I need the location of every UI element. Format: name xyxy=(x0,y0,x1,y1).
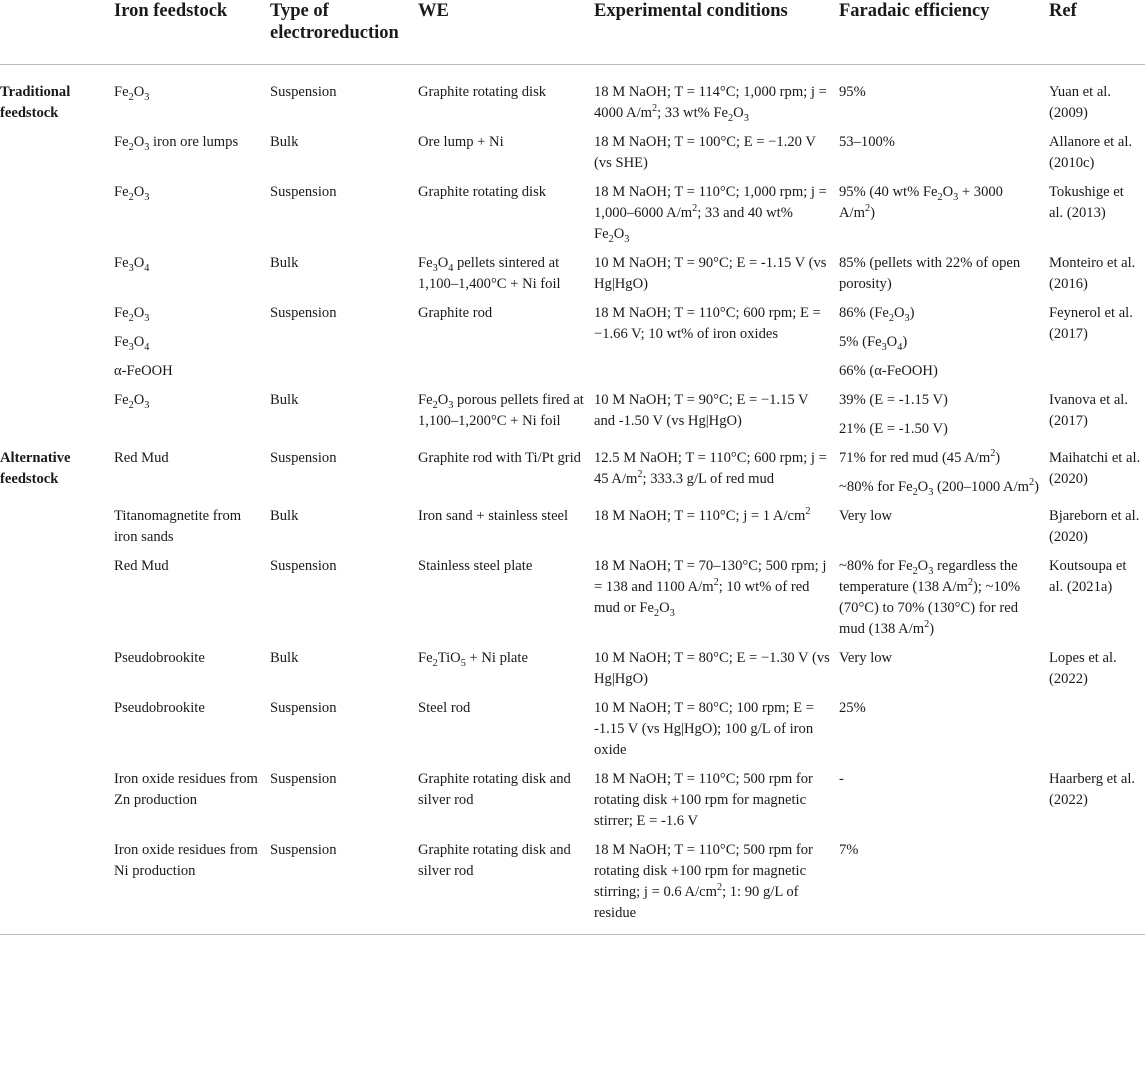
table-row xyxy=(0,506,1145,556)
feedstock-cell xyxy=(110,448,266,506)
feedstock-cell-line: $Fe_3O_4$ xyxy=(114,255,150,274)
feedstock-cell xyxy=(110,648,266,698)
ref-cell: Koutsoupa et al. (2021a) xyxy=(1049,558,1127,595)
ref-cell: Yuan et al. (2009) xyxy=(1049,84,1112,121)
feedstock-cell xyxy=(110,132,266,182)
header-ref: Ref xyxy=(1045,0,1145,65)
table-row xyxy=(0,840,1145,935)
type-cell: Suspension xyxy=(270,84,337,100)
efficiency-cell-line: 39% (E = -1.15 V) xyxy=(839,392,948,408)
type-cell: Suspension xyxy=(270,771,337,787)
efficiency-cell-line: Very low xyxy=(839,508,893,524)
feedstock-cell-line: $Fe_3O_4$ xyxy=(114,334,150,353)
ref-cell: Allanore et al. (2010c) xyxy=(1049,134,1133,171)
header-experimental-conditions: Experimental conditions xyxy=(590,0,835,65)
efficiency-cell-line: 25% xyxy=(839,700,866,716)
feedstock-cell xyxy=(110,556,266,648)
table-row xyxy=(0,769,1145,840)
feedstock-cell-line: Pseudobrookite xyxy=(114,700,205,716)
group-label xyxy=(0,769,110,840)
efficiency-cell-line: - xyxy=(839,771,844,787)
feedstock-cell xyxy=(110,65,266,133)
type-cell: Suspension xyxy=(270,305,337,321)
efficiency-cell-line: 21% (E = -1.50 V) xyxy=(839,421,948,437)
efficiency-cell xyxy=(835,556,1045,648)
type-cell: Bulk xyxy=(270,392,299,408)
efficiency-cell xyxy=(835,448,1045,506)
we-cell: Steel rod xyxy=(418,700,471,716)
feedstock-cell-line: α-FeOOH xyxy=(114,363,173,379)
feedstock-cell-line: $Fe_2O_3$ xyxy=(114,184,150,203)
we-cell: Graphite rotating disk and silver rod xyxy=(414,840,590,935)
efficiency-cell-line: 85% (pellets with 22% of open porosity) xyxy=(839,255,1021,292)
feedstock-cell xyxy=(110,390,266,448)
efficiency-cell xyxy=(835,698,1045,769)
type-cell: Suspension xyxy=(266,840,414,935)
header-we: WE xyxy=(414,0,590,65)
type-cell: Bulk xyxy=(270,255,299,271)
we-cell: Ore lump + Ni xyxy=(418,134,504,150)
conditions-cell: 10 M NaOH; T = 90°C; E = -1.15 V (vs Hg|HgO) xyxy=(594,255,827,292)
header-type-of-electroreduction: Type of electroreduction xyxy=(266,0,414,65)
efficiency-cell-line: ~80% for $Fe_2O_3$ regardless the temperature (138 $A/m^2$); ~10% (70°C) to 70% (130°C) for red mud (138 $A/m^2$) xyxy=(839,558,1021,637)
feedstock-cell-line: $Fe_2O_3$ xyxy=(114,392,150,411)
feedstock-cell xyxy=(110,840,266,935)
group-label xyxy=(0,840,110,935)
type-cell: Bulk xyxy=(270,134,299,150)
ref-cell: Lopes et al. (2022) xyxy=(1049,650,1117,687)
conditions-cell: 18 M NaOH; T = 100°C; E = −1.20 V (vs SHE) xyxy=(594,134,816,171)
group-label xyxy=(0,182,110,253)
header-iron-feedstock: Iron feedstock xyxy=(110,0,266,65)
feedstock-cell-line: Red Mud xyxy=(114,558,169,574)
feedstock-cell-line: $Fe_2O_3$ iron ore lumps xyxy=(114,134,239,153)
we-cell: Stainless steel plate xyxy=(418,558,533,574)
conditions-cell: 10 M NaOH; T = 80°C; E = −1.30 V (vs Hg|HgO) xyxy=(594,650,830,687)
we-cell: Graphite rod with Ti/Pt grid xyxy=(418,450,581,466)
we-cell: Iron sand + stainless steel xyxy=(418,508,569,524)
group-label: Alternative feedstock xyxy=(0,450,71,487)
table-body xyxy=(0,65,1145,935)
efficiency-cell xyxy=(835,182,1045,253)
feedstock-cell xyxy=(110,698,266,769)
we-cell: Graphite rotating disk and silver rod xyxy=(418,771,571,808)
feedstock-cell xyxy=(110,506,266,556)
table-row xyxy=(0,65,1145,133)
group-label xyxy=(0,390,110,448)
conditions-cell: 10 M NaOH; T = 90°C; E = −1.15 V and -1.50 V (vs Hg|HgO) xyxy=(594,392,809,429)
table-row xyxy=(0,390,1145,448)
table-row xyxy=(0,448,1145,506)
ref-cell: Bjareborn et al. (2020) xyxy=(1049,508,1140,545)
efficiency-cell-line: 5% $(Fe_3O_4)$ xyxy=(839,334,908,353)
feedstock-cell-line: Pseudobrookite xyxy=(114,650,205,666)
group-label xyxy=(0,648,110,698)
type-cell: Suspension xyxy=(270,700,337,716)
ref-cell: Maihatchi et al. (2020) xyxy=(1049,450,1141,487)
type-cell: Bulk xyxy=(270,650,299,666)
type-cell: Suspension xyxy=(270,450,337,466)
feedstock-cell xyxy=(110,253,266,303)
efficiency-cell-line: 7% xyxy=(839,842,859,858)
table-header xyxy=(0,0,1145,65)
feedstock-cell-line: Titanomagnetite from iron sands xyxy=(114,508,242,545)
group-label xyxy=(0,132,110,182)
feedstock-cell xyxy=(110,303,266,390)
conditions-cell: 18 M NaOH; T = 70–130°C; 500 rpm; j = 138 and 1100 $A/m^2$; 10 wt% of red mud or $Fe_2O_3$ xyxy=(594,558,827,619)
table-row xyxy=(0,698,1145,769)
feedstock-cell-line: Iron oxide residues from Zn production xyxy=(114,771,258,808)
efficiency-cell xyxy=(835,253,1045,303)
feedstock-cell xyxy=(110,769,266,840)
group-label: Traditional feedstock xyxy=(0,84,71,121)
ref-cell: Feynerol et al. (2017) xyxy=(1049,305,1133,342)
table-row xyxy=(0,303,1145,390)
efficiency-cell xyxy=(835,390,1045,448)
efficiency-cell-line: 86% $(Fe_2O_3)$ xyxy=(839,305,915,324)
type-cell: Bulk xyxy=(270,508,299,524)
efficiency-cell xyxy=(835,65,1045,133)
conditions-cell: 18 M NaOH; T = 110°C; j = 1 $A/cm^2$ xyxy=(594,506,811,524)
ref-cell: Tokushige et al. (2013) xyxy=(1049,184,1124,221)
conditions-cell: 18 M NaOH; T = 110°C; 500 rpm for rotating disk +100 rpm for magnetic stirring; j = 0.6 $A/cm^2$; 1: 90 g/L of residue xyxy=(590,840,835,935)
ref-cell xyxy=(1045,698,1145,769)
conditions-cell: 18 M NaOH; T = 110°C; 1,000 rpm; j = 1,000–6000 $A/m^2$; 33 and 40 wt% $Fe_2O_3$ xyxy=(594,184,827,245)
conditions-cell: 18 M NaOH; T = 110°C; 600 rpm; E = −1.66 V; 10 wt% of iron oxides xyxy=(594,305,821,342)
feedstock-cell-line: $Fe_2O_3$ xyxy=(114,84,150,103)
efficiency-cell xyxy=(835,303,1045,390)
feedstock-cell-line: Red Mud xyxy=(114,450,169,466)
type-cell: Suspension xyxy=(270,558,337,574)
conditions-cell: 10 M NaOH; T = 80°C; 100 rpm; E = -1.15 V (vs Hg|HgO); 100 g/L of iron oxide xyxy=(594,700,814,758)
table-row xyxy=(0,648,1145,698)
ref-cell: Haarberg et al. (2022) xyxy=(1049,771,1136,808)
group-label xyxy=(0,506,110,556)
table-row xyxy=(0,182,1145,253)
type-cell: Suspension xyxy=(270,184,337,200)
conditions-cell: 18 M NaOH; T = 114°C; 1,000 rpm; j = 4000 $A/m^2$; 33 wt% $Fe_2O_3$ xyxy=(594,84,827,124)
efficiency-cell xyxy=(835,840,1045,935)
efficiency-cell xyxy=(835,769,1045,840)
we-cell: $Fe_2TiO_5 + Ni$ plate xyxy=(418,650,528,669)
efficiency-cell xyxy=(835,506,1045,556)
efficiency-cell xyxy=(835,132,1045,182)
we-cell: Graphite rotating disk xyxy=(418,184,547,200)
group-label xyxy=(0,698,110,769)
we-cell: Graphite rod xyxy=(418,305,493,321)
group-label xyxy=(0,253,110,303)
efficiency-cell-line: ~80% for $Fe_2O_3$ (200–1000 $A/m^2$) xyxy=(839,477,1039,498)
ref-cell: Ivanova et al. (2017) xyxy=(1049,392,1129,429)
header-group xyxy=(0,0,110,65)
ref-cell: Monteiro et al. (2016) xyxy=(1049,255,1136,292)
ref-cell xyxy=(1045,840,1145,935)
efficiency-cell-line: 53–100% xyxy=(839,134,895,150)
efficiency-cell-line: Very low xyxy=(839,650,893,666)
feedstock-cell-line: Iron oxide residues from Ni production xyxy=(114,842,258,879)
we-cell: $Fe_3O_4$ pellets sintered at 1,100–1,400°C + Ni foil xyxy=(418,255,561,292)
group-label xyxy=(0,303,110,390)
we-cell: $Fe_2O_3$ porous pellets fired at 1,100–1,200°C + Ni foil xyxy=(418,392,584,429)
efficiency-cell-line: 95% (40 wt% $Fe_2O_3 + 3000$ $A/m^2$) xyxy=(839,184,1003,221)
efficiency-cell xyxy=(835,648,1045,698)
table-row xyxy=(0,132,1145,182)
conditions-cell: 18 M NaOH; T = 110°C; 500 rpm for rotating disk +100 rpm for magnetic stirrer; E = -1.6 V xyxy=(594,771,813,829)
table-row xyxy=(0,253,1145,303)
group-label xyxy=(0,556,110,648)
feedstock-cell xyxy=(110,182,266,253)
table-row xyxy=(0,556,1145,648)
we-cell: Graphite rotating disk xyxy=(418,84,547,100)
efficiency-cell-line: 71% for red mud (45 $A/m^2$) xyxy=(839,448,1001,466)
header-faradaic-efficiency: Faradaic efficiency xyxy=(835,0,1045,65)
feedstock-cell-line: $Fe_2O_3$ xyxy=(114,305,150,324)
efficiency-cell-line: 95% xyxy=(839,84,866,100)
conditions-cell: 12.5 M NaOH; T = 110°C; 600 rpm; j = 45 $A/m^2$; 333.3 g/L of red mud xyxy=(594,450,827,487)
efficiency-cell-line: 66% (α-FeOOH) xyxy=(839,363,938,379)
